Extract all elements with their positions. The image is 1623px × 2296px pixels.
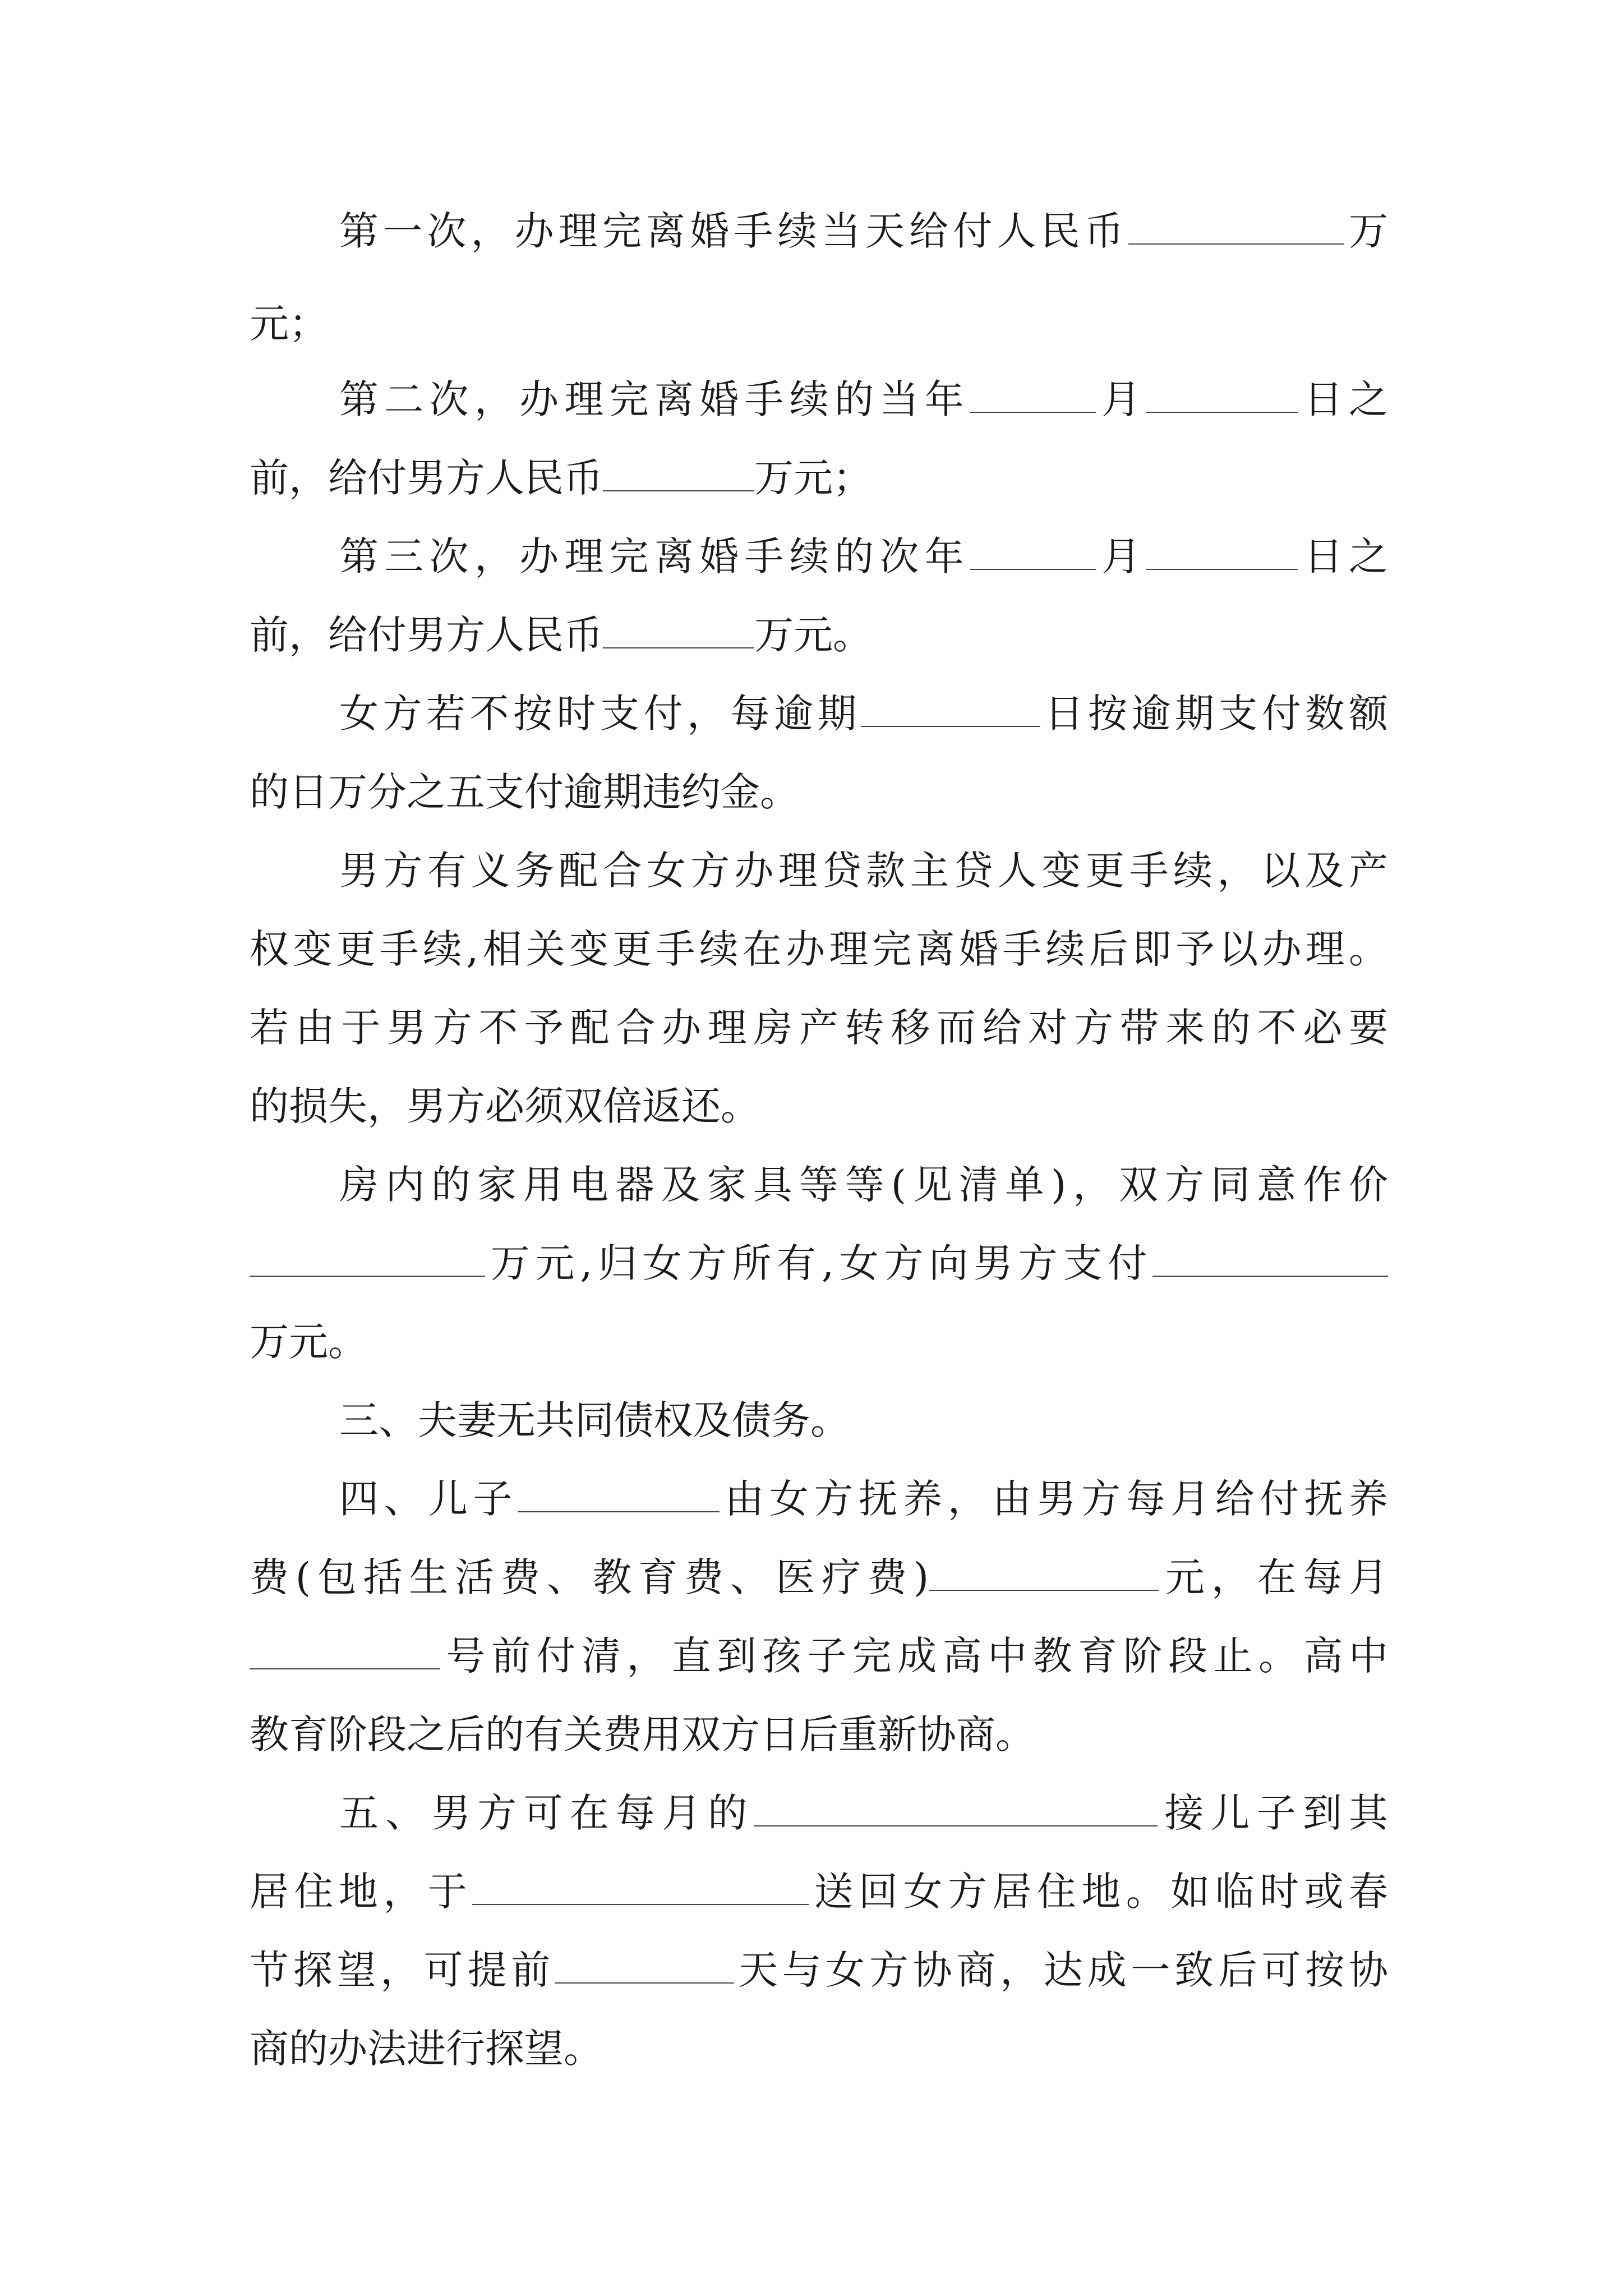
text-line: 元； (250, 301, 328, 347)
fill-blank[interactable] (970, 535, 1096, 570)
text-segment: 前，给付男方人民币 (250, 455, 603, 501)
text-segment: 天与女方协商，达成一致后可按协 (734, 1947, 1389, 1993)
text-segment: 月 (1095, 533, 1147, 579)
fill-blank[interactable] (861, 692, 1040, 727)
text-line: 男方有义务配合女方办理贷款主贷人变更手续，以及产 (339, 848, 1388, 894)
text-line: 教育阶段之后的有关费用双方日后重新协商。 (250, 1711, 1035, 1757)
fill-blank[interactable] (970, 378, 1096, 413)
text-line: 若由于男方不予配合办理房产转移而给对方带来的不必要 (250, 1005, 1388, 1051)
text-segment: 万 (1344, 208, 1389, 254)
text-line: 的损失，男方必须双倍返还。 (250, 1083, 760, 1129)
text-segment: 费(包括生活费、教育费、医疗费) (250, 1554, 929, 1600)
text-line: 权变更手续,相关变更手续在办理完离婚手续后即予以办理。 (250, 926, 1388, 972)
text-segment: 节探望，可提前 (250, 1947, 555, 1993)
fill-blank[interactable] (250, 1242, 485, 1277)
text-segment: 万元； (754, 455, 872, 501)
fill-blank[interactable] (603, 457, 754, 491)
text-line (250, 1858, 1388, 1925)
text-line: 的日万分之五支付逾期违约金。 (250, 769, 799, 815)
text-segment: 五、男方可在每月的 (339, 1790, 754, 1836)
text-line (250, 1936, 1388, 2004)
text-segment: 号前付清，直到孩子完成高中教育阶段止。高中 (440, 1633, 1388, 1679)
fill-blank[interactable] (603, 614, 754, 648)
fill-blank[interactable] (1152, 1242, 1388, 1277)
text-segment: 四、儿子 (339, 1476, 518, 1522)
text-segment: 送回女方居住地。如临时或春 (809, 1869, 1389, 1915)
text-segment: 居住地，于 (250, 1869, 473, 1915)
fill-blank[interactable] (555, 1949, 734, 1984)
text-line (250, 1622, 1388, 1690)
text-segment: 接儿子到其 (1158, 1790, 1389, 1836)
text-segment: 日之 (1298, 533, 1389, 579)
fill-blank[interactable] (1128, 210, 1344, 245)
text-line: 房内的家用电器及家具等等(见清单)，双方同意作价 (339, 1162, 1388, 1208)
text-segment: 元，在每月 (1159, 1554, 1388, 1600)
text-line: 三、夫妻无共同债权及债务。 (339, 1397, 850, 1443)
text-segment: 日按逾期支付数额 (1040, 691, 1388, 737)
text-segment: 万元。 (754, 612, 872, 658)
text-line (339, 1779, 1388, 1847)
text-segment: 日之 (1298, 376, 1389, 422)
text-segment: 前，给付男方人民币 (250, 612, 603, 658)
text-segment: 万元,归女方所有,女方向男方支付 (485, 1240, 1152, 1286)
text-line (339, 523, 1388, 590)
text-segment: 第三次，办理完离婚手续的次年 (339, 533, 970, 579)
fill-blank[interactable] (1146, 378, 1298, 413)
text-line (250, 1230, 1388, 1297)
fill-blank[interactable] (754, 1792, 1158, 1826)
text-line (250, 1544, 1388, 1611)
text-segment: 由女方抚养，由男方每月给付抚养 (719, 1476, 1389, 1522)
text-line (339, 366, 1388, 433)
text-line: 商的办法进行探望。 (250, 2026, 603, 2072)
text-line (339, 1465, 1388, 1533)
text-line (339, 680, 1388, 747)
fill-blank[interactable] (472, 1870, 809, 1905)
text-line (250, 601, 1388, 669)
fill-blank[interactable] (250, 1635, 440, 1669)
fill-blank[interactable] (1146, 535, 1298, 570)
text-segment: 月 (1095, 376, 1147, 422)
text-segment: 第一次，办理完离婚手续当天给付人民币 (339, 208, 1128, 254)
text-segment: 第二次，办理完离婚手续的当年 (339, 376, 970, 422)
text-line: 万元。 (250, 1319, 367, 1365)
fill-blank[interactable] (518, 1478, 720, 1512)
text-segment: 女方若不按时支付，每逾期 (339, 691, 861, 737)
text-line (250, 444, 1388, 512)
text-line (339, 197, 1388, 265)
fill-blank[interactable] (929, 1556, 1159, 1591)
